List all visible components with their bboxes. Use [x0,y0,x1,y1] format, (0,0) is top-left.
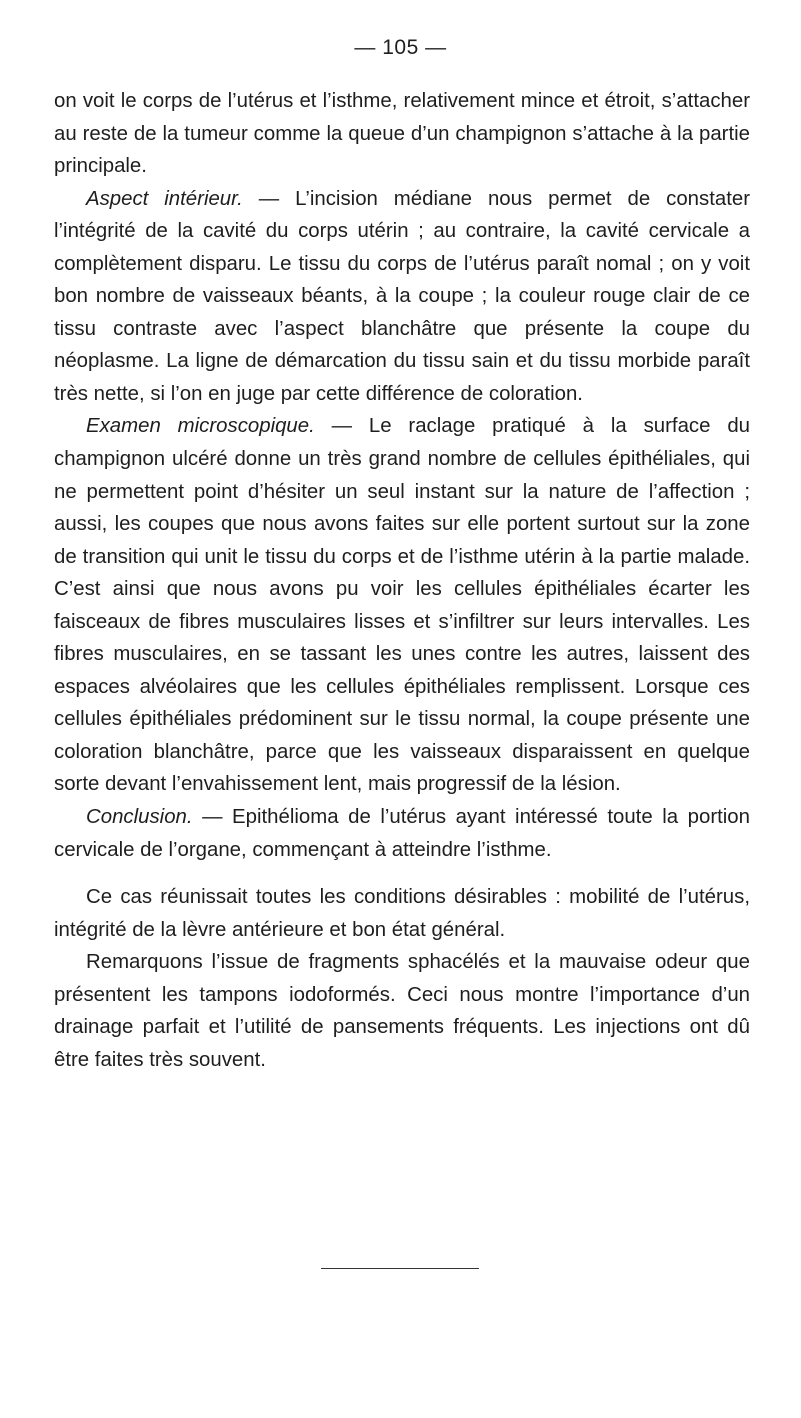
paragraph-heading: Aspect intérieur. [86,187,243,210]
paragraph-text: — Le raclage pratiqué à la surface du champignon ulcéré donne un très grand nombre de cellules épithéliales, qui ne permettent point d’hésiter un seul instant sur la nature de l’affection ; aussi, les coupes que nous avons faites sur elle portent surtout sur la zone de transition qui unit le tissu du corps et de l’isthme utérin à la partie malade. C’est ainsi que nous avons pu voir les cellules épithéliales écarter les faisceaux de fibres musculaires lisses et s’infiltrer sur leurs intervalles. Les fibres musculaires, en se tassant les unes contre les autres, laissent des espaces alvéolaires que les cellules épithéliales remplissent. Lorsque ces cellules épithéliales prédominent sur le tissu normal, la coupe présente une coloration blanchâtre, parce que les vaisseaux disparaissent en quelque sorte devant l’envahissement lent, mais progressif de la lésion. [54,415,750,796]
paragraph-remarques [54,946,750,1076]
paragraph-text: — L’incision médiane nous permet de constater l’intégrité de la cavité du corps utérin ; au contraire, la cavité cervicale a complètement disparu. Le tissu du corps de l’utérus paraît nomal ; on y voit bon nombre de vaisseaux béants, à la coupe ; la couleur rouge clair de ce tissu contraste avec l’aspect blanchâtre que présente la coupe du néoplasme. La ligne de démarcation du tissu sain et du tissu morbide paraît très nette, si l’on en juge par cette différence de coloration. [54,187,751,405]
paragraph-continuation [54,85,750,183]
paragraph-conditions [54,881,750,946]
paragraph-text: — Epithélioma de l’utérus ayant intéressé toute la portion cervicale de l’organe, commençant à atteindre l’isthme. [54,806,750,861]
paragraph-heading: Examen microscopique. [86,415,315,438]
paragraph-text: Ce cas réunissait toutes les conditions désirables : mobilité de l’utérus, intégrité de la lèvre antérieure et bon état général. [54,886,750,941]
paragraph-heading: Conclusion. [86,806,193,829]
paragraph-conclusion [54,801,750,866]
page-body [54,85,750,1076]
paragraph-text: on voit le corps de l’utérus et l’isthme, relativement mince et étroit, s’attacher au reste de la tumeur comme la queue d’un champignon s’attache à la partie principale. [54,90,750,178]
page-number: — 105 — [354,36,447,59]
paragraph-text: Remarquons l’issue de fragments sphacélés et la mauvaise odeur que présentent les tampons iodoformés. Ceci nous montre l’importance d’un drainage parfait et l’utilité de pansements fréquents. Les injections ont dû être faites très souvent. [54,951,750,1071]
section-end-rule [321,1268,479,1269]
paragraph-examen-microscopique [54,410,750,801]
paragraph-aspect-interieur [54,183,750,411]
